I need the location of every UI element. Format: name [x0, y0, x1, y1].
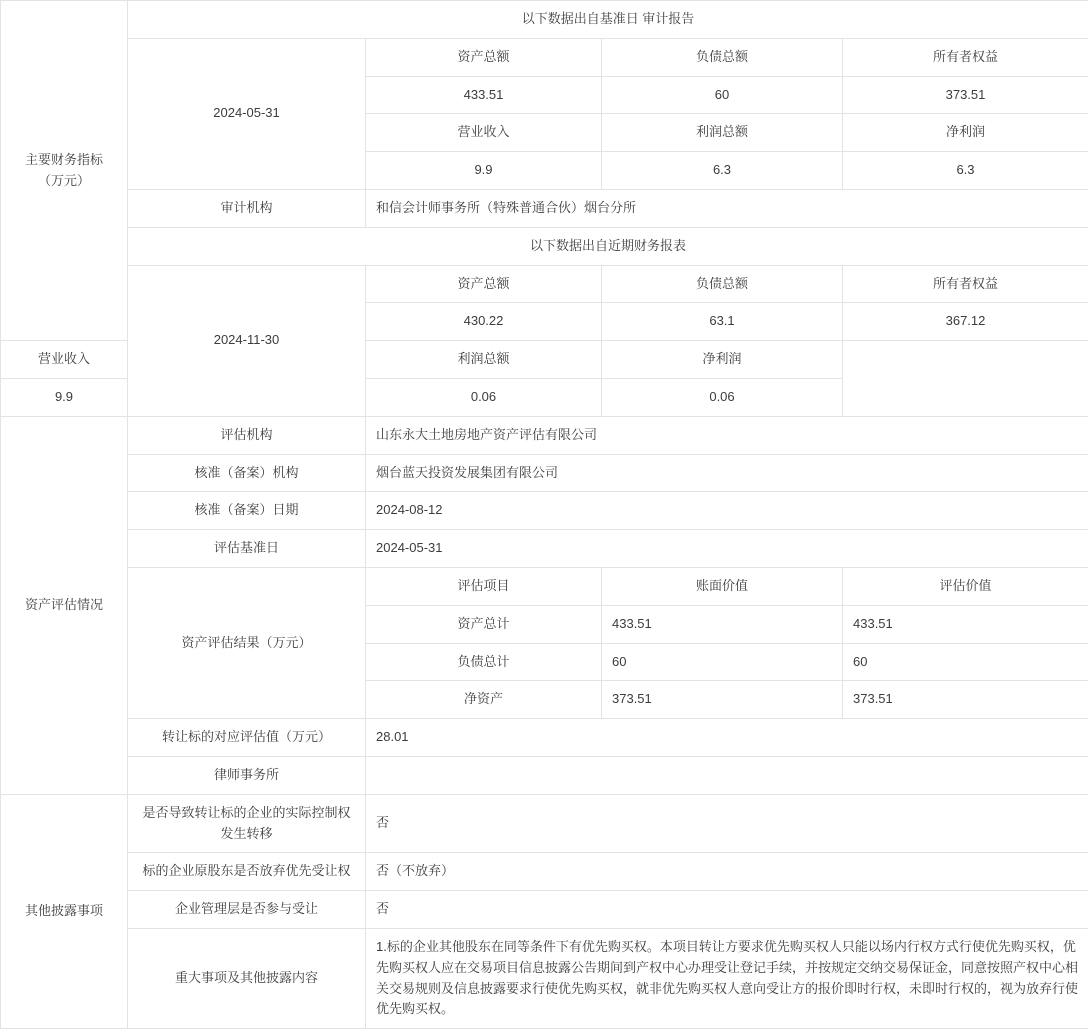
section-label-main-financial [1, 1, 128, 341]
audit-value-revenue: 9.9 [366, 152, 602, 190]
control-transfer-label: 是否导致转让标的企业的实际控制权发生转移 [128, 794, 366, 853]
approval-org-label: 核准（备案）机构 [128, 454, 366, 492]
table-row [1, 794, 1088, 853]
table-row [1, 928, 1088, 1028]
table-row [1, 567, 1088, 605]
table-row [1, 1, 1088, 39]
recent-base-date: 2024-11-30 [128, 265, 366, 416]
audit-header-revenue: 营业收入 [366, 114, 602, 152]
recent-value-revenue: 9.9 [1, 378, 128, 416]
table-row [1, 189, 1088, 227]
eval-result-book-total-liabilities: 60 [602, 643, 843, 681]
approval-date-value: 2024-08-12 [366, 492, 1088, 530]
table-row [1, 227, 1088, 265]
eval-result-item-total-assets: 资产总计 [366, 605, 602, 643]
recent-value-net-profit: 0.06 [602, 378, 843, 416]
audit-value-total-liabilities: 60 [602, 76, 843, 114]
audit-value-net-profit: 6.3 [843, 152, 1088, 190]
eval-base-date-value: 2024-05-31 [366, 530, 1088, 568]
major-matters-label: 重大事项及其他披露内容 [128, 928, 366, 1028]
table-row [1, 853, 1088, 891]
section-label-other-disclosure: 其他披露事项 [1, 794, 128, 1028]
audit-value-total-assets: 433.51 [366, 76, 602, 114]
eval-result-book-net-assets: 373.51 [602, 681, 843, 719]
approval-org-value: 烟台蓝天投资发展集团有限公司 [366, 454, 1088, 492]
management-participation-label: 企业管理层是否参与受让 [128, 891, 366, 929]
recent-value-owners-equity: 367.12 [843, 303, 1088, 341]
table-row [1, 756, 1088, 794]
recent-header-total-liabilities: 负债总额 [602, 265, 843, 303]
eval-result-book-total-assets: 433.51 [602, 605, 843, 643]
eval-base-date-label: 评估基准日 [128, 530, 366, 568]
table-row [1, 416, 1088, 454]
section-label-line1: 主要财务指标 [11, 150, 117, 171]
eval-result-item-total-liabilities: 负债总计 [366, 643, 602, 681]
section-label-line2: （万元） [11, 171, 117, 192]
banner-audit-report: 以下数据出自基准日 审计报告 [128, 1, 1088, 39]
audit-header-net-profit: 净利润 [843, 114, 1088, 152]
preemptive-right-value: 否（不放弃） [366, 853, 1088, 891]
recent-header-revenue: 营业收入 [1, 341, 128, 379]
eval-result-header-book-value: 账面价值 [602, 567, 843, 605]
recent-header-owners-equity: 所有者权益 [843, 265, 1088, 303]
table-row [1, 38, 1088, 76]
transfer-target-value-label: 转让标的对应评估值（万元） [128, 719, 366, 757]
eval-org-label: 评估机构 [128, 416, 366, 454]
banner-recent-statement: 以下数据出自近期财务报表 [128, 227, 1088, 265]
preemptive-right-label: 标的企业原股东是否放弃优先受让权 [128, 853, 366, 891]
eval-result-item-net-assets: 净资产 [366, 681, 602, 719]
recent-value-total-liabilities: 63.1 [602, 303, 843, 341]
eval-result-label: 资产评估结果（万元） [128, 567, 366, 718]
audit-org-label: 审计机构 [128, 189, 366, 227]
audit-header-total-profit: 利润总额 [602, 114, 843, 152]
audit-value-owners-equity: 373.51 [843, 76, 1088, 114]
table-row [1, 530, 1088, 568]
management-participation-value: 否 [366, 891, 1088, 929]
table-row [1, 891, 1088, 929]
audit-base-date: 2024-05-31 [128, 38, 366, 189]
audit-header-owners-equity: 所有者权益 [843, 38, 1088, 76]
law-firm-value [366, 756, 1088, 794]
audit-header-total-liabilities: 负债总额 [602, 38, 843, 76]
table-row [1, 492, 1088, 530]
recent-value-total-profit: 0.06 [366, 378, 602, 416]
table-row [1, 265, 1088, 303]
audit-value-total-profit: 6.3 [602, 152, 843, 190]
audit-org-value: 和信会计师事务所（特殊普通合伙）烟台分所 [366, 189, 1088, 227]
recent-header-total-assets: 资产总额 [366, 265, 602, 303]
section-label-asset-evaluation: 资产评估情况 [1, 416, 128, 794]
recent-header-net-profit: 净利润 [602, 341, 843, 379]
eval-result-appraised-total-liabilities: 60 [843, 643, 1088, 681]
recent-header-total-profit: 利润总额 [366, 341, 602, 379]
eval-result-header-item: 评估项目 [366, 567, 602, 605]
recent-value-total-assets: 430.22 [366, 303, 602, 341]
law-firm-label: 律师事务所 [128, 756, 366, 794]
table-row [1, 454, 1088, 492]
eval-org-value: 山东永大土地房地产资产评估有限公司 [366, 416, 1088, 454]
major-matters-value: 1.标的企业其他股东在同等条件下有优先购买权。本项目转让方要求优先购买权人只能以场内行权方式行使优先购买权，优先购买权人应在交易项目信息披露公告期间到产权中心办理受让登记手续，并按规定交纳交易保证金，同意按照产权中心相关交易规则及信息披露要求行使优先购买权，就非优先购买权人意向受让方的报价即时行权，未即时行权的，视为放弃行使优先购买权。 [366, 928, 1088, 1028]
eval-result-header-appraised-value: 评估价值 [843, 567, 1088, 605]
transfer-target-value: 28.01 [366, 719, 1088, 757]
eval-result-appraised-net-assets: 373.51 [843, 681, 1088, 719]
eval-result-appraised-total-assets: 433.51 [843, 605, 1088, 643]
table-row [1, 719, 1088, 757]
audit-header-total-assets: 资产总额 [366, 38, 602, 76]
approval-date-label: 核准（备案）日期 [128, 492, 366, 530]
control-transfer-value: 否 [366, 794, 1088, 853]
